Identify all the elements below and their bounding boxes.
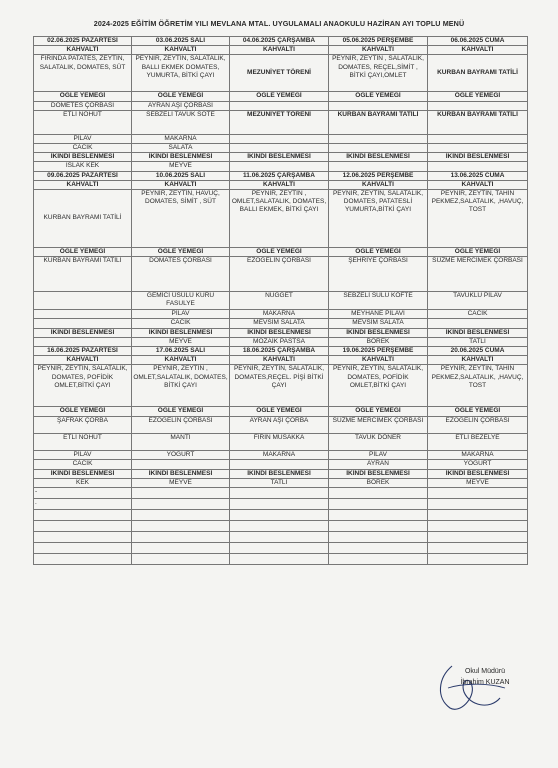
ikindi-label: İKİNDİ BESLENMESİ bbox=[34, 328, 132, 337]
ogle-label: ÖĞLE YEMEĞİ bbox=[132, 248, 230, 257]
ogle-cell: ŞEHRİYE ÇORBASI bbox=[329, 257, 428, 292]
ogle-cell: SALATA bbox=[132, 144, 230, 153]
day-header-row bbox=[34, 347, 528, 356]
ogle-cell: SEBZELİ TAVUK SOTE bbox=[132, 110, 230, 134]
empty-cell bbox=[230, 510, 329, 521]
ogle-cell: MAKARNA bbox=[230, 310, 329, 319]
ogle-cell: KURBAN BAYRAMI TATİLİ bbox=[428, 110, 528, 134]
kahvalti-label: KAHVALTI bbox=[34, 356, 132, 365]
kahvalti-label-row bbox=[34, 356, 528, 365]
ogle-cell: ETLİ NOHUT bbox=[34, 110, 132, 134]
day-header: 04.06.2025 ÇARŞAMBA bbox=[230, 37, 329, 46]
empty-cell bbox=[230, 499, 329, 510]
kahvalti-label: KAHVALTI bbox=[132, 356, 230, 365]
ikindi-label: İKİNDİ BESLENMESİ bbox=[230, 469, 329, 478]
ogle-row bbox=[34, 310, 528, 319]
kahvalti-cell: PEYNİR, ZEYTİN, SALATALIK, DOMATES, PATATESLİ YUMURTA,BİTKİ ÇAYI bbox=[329, 190, 428, 248]
kahvalti-label: KAHVALTI bbox=[132, 46, 230, 55]
ikindi-cell: BÖREK bbox=[329, 479, 428, 488]
ikindi-row bbox=[34, 337, 528, 346]
empty-cell bbox=[329, 499, 428, 510]
ogle-label: ÖĞLE YEMEĞİ bbox=[329, 248, 428, 257]
kahvalti-label: KAHVALTI bbox=[34, 46, 132, 55]
ikindi-cell: MOZAİK PASTSA bbox=[230, 337, 329, 346]
kahvalti-label: KAHVALTI bbox=[230, 180, 329, 189]
kahvalti-label-row bbox=[34, 180, 528, 189]
ikindi-cell: ISLAK KEK bbox=[34, 162, 132, 171]
ikindi-cell bbox=[34, 337, 132, 346]
ogle-cell bbox=[230, 144, 329, 153]
empty-row bbox=[34, 499, 528, 510]
ikindi-cell: MEYVE bbox=[132, 479, 230, 488]
ogle-cell: SÜZME MERCİMEK ÇORBASI bbox=[428, 257, 528, 292]
day-header: 13.06.2025 CUMA bbox=[428, 171, 528, 180]
ogle-label: ÖĞLE YEMEĞİ bbox=[230, 248, 329, 257]
empty-cell bbox=[230, 543, 329, 554]
ogle-cell: MANTI bbox=[132, 433, 230, 450]
day-header: 06.06.2025 CUMA bbox=[428, 37, 528, 46]
kahvalti-row bbox=[34, 365, 528, 407]
ogle-cell: ŞAFRAK ÇORBA bbox=[34, 416, 132, 433]
empty-cell bbox=[34, 543, 132, 554]
ogle-cell bbox=[329, 144, 428, 153]
empty-cell bbox=[329, 521, 428, 532]
ikindi-cell: MEYVE bbox=[132, 337, 230, 346]
kahvalti-label: KAHVALTI bbox=[329, 356, 428, 365]
ogle-label: ÖĞLE YEMEĞİ bbox=[329, 92, 428, 101]
kahvalti-row bbox=[34, 55, 528, 92]
ikindi-cell bbox=[230, 162, 329, 171]
ogle-label: ÖĞLE YEMEĞİ bbox=[132, 92, 230, 101]
kahvalti-label: KAHVALTI bbox=[132, 180, 230, 189]
kahvalti-label: KAHVALTI bbox=[428, 356, 528, 365]
ogle-cell bbox=[230, 459, 329, 469]
kahvalti-cell: PEYNİR, ZEYTİN , OMLET,SALATALIK, DOMATES, BİTKİ ÇAYI bbox=[132, 365, 230, 407]
ogle-cell: GEMİCİ ÜSÜLÜ KURU FASULYE bbox=[132, 292, 230, 310]
day-header: 02.06.2025 PAZARTESİ bbox=[34, 37, 132, 46]
ikindi-label: İKİNDİ BESLENMESİ bbox=[329, 153, 428, 162]
empty-row bbox=[34, 532, 528, 543]
day-header: 19.06.2025 PERŞEMBE bbox=[329, 347, 428, 356]
kahvalti-cell: PEYNİR, ZEYTİN, SALATALIK, BALLI EKMEK DOMATES, YUMURTA, BİTKİ ÇAYI bbox=[132, 55, 230, 92]
empty-cell bbox=[132, 532, 230, 543]
ogle-cell: PİLAV bbox=[34, 134, 132, 143]
ogle-cell: ETLİ NOHUT bbox=[34, 433, 132, 450]
kahvalti-cell: KURBAN BAYRAMI TATİLİ bbox=[428, 55, 528, 92]
ikindi-label-row bbox=[34, 328, 528, 337]
ogle-cell: PİLAV bbox=[132, 310, 230, 319]
kahvalti-cell: PEYNİR, ZEYTİN, TAHİN PEKMEZ,SALATALIK, ,HAVUÇ, TOST bbox=[428, 190, 528, 248]
ogle-cell: NUGGET bbox=[230, 292, 329, 310]
ogle-cell: YOĞURT bbox=[428, 459, 528, 469]
empty-cell bbox=[132, 521, 230, 532]
ikindi-cell: KEK bbox=[34, 479, 132, 488]
ogle-cell: PİLAV bbox=[329, 450, 428, 459]
empty-cell bbox=[230, 532, 329, 543]
empty-cell bbox=[132, 554, 230, 565]
ikindi-label: İKİNDİ BESLENMESİ bbox=[428, 328, 528, 337]
ikindi-label-row bbox=[34, 153, 528, 162]
kahvalti-label: KAHVALTI bbox=[329, 46, 428, 55]
empty-cell bbox=[34, 510, 132, 521]
ogle-cell: CACIK bbox=[132, 319, 230, 328]
ikindi-label: İKİNDİ BESLENMESİ bbox=[329, 328, 428, 337]
empty-cell: - bbox=[34, 488, 132, 499]
empty-cell bbox=[428, 554, 528, 565]
ogle-label: ÖĞLE YEMEĞİ bbox=[428, 248, 528, 257]
ogle-cell bbox=[428, 319, 528, 328]
kahvalti-label: KAHVALTI bbox=[428, 46, 528, 55]
ikindi-label: İKİNDİ BESLENMESİ bbox=[34, 153, 132, 162]
ikindi-cell: MEYVE bbox=[132, 162, 230, 171]
day-header: 12.06.2025 PERŞEMBE bbox=[329, 171, 428, 180]
kahvalti-cell: PEYNİR, ZEYTİN , SALATALIK, DOMATES, REÇEL,SİMİT , BİTKİ ÇAYI,OMLET bbox=[329, 55, 428, 92]
ogle-cell bbox=[34, 310, 132, 319]
ogle-cell: CACIK bbox=[34, 459, 132, 469]
ikindi-cell: BÖREK bbox=[329, 337, 428, 346]
ogle-label-row bbox=[34, 407, 528, 416]
kahvalti-cell: PEYNİR, ZEYTİN , OMLET,SALATALIK, DOMATES, BALLI EKMEK, BİTKİ ÇAYI bbox=[230, 190, 329, 248]
ogle-row bbox=[34, 416, 528, 433]
ogle-row bbox=[34, 292, 528, 310]
kahvalti-label: KAHVALTI bbox=[230, 46, 329, 55]
ogle-label: ÖĞLE YEMEĞİ bbox=[132, 407, 230, 416]
ogle-cell: MAKARNA bbox=[230, 450, 329, 459]
ogle-cell: MAKARNA bbox=[132, 134, 230, 143]
day-header: 03.06.2025 SALI bbox=[132, 37, 230, 46]
empty-cell bbox=[132, 488, 230, 499]
ogle-cell: EZOGELİN ÇORBASI bbox=[428, 416, 528, 433]
kahvalti-cell: PEYNİR, ZEYTİN, TAHİN PEKMEZ,SALATALIK, ,HAVUÇ, TOST bbox=[428, 365, 528, 407]
empty-cell bbox=[428, 510, 528, 521]
ikindi-label: İKİNDİ BESLENMESİ bbox=[132, 469, 230, 478]
ogle-cell: SÜZME MERCİMEK ÇORBASI bbox=[329, 416, 428, 433]
signature-name: İbrahim KUZAN bbox=[460, 679, 510, 686]
empty-cell bbox=[428, 521, 528, 532]
day-header-row bbox=[34, 37, 528, 46]
kahvalti-cell: PEYNİR, ZEYTİN, SALATALIK, DOMATES, POFİDİK OMLET,BİTKİ ÇAYI bbox=[34, 365, 132, 407]
ogle-label: ÖĞLE YEMEĞİ bbox=[230, 92, 329, 101]
day-header: 20.06.2025 CUMA bbox=[428, 347, 528, 356]
empty-row bbox=[34, 554, 528, 565]
ogle-cell: MAKARNA bbox=[428, 450, 528, 459]
day-header: 17.06.2025 SALI bbox=[132, 347, 230, 356]
ikindi-cell: MEYVE bbox=[428, 479, 528, 488]
ogle-cell: AYRAN bbox=[329, 459, 428, 469]
ogle-label: ÖĞLE YEMEĞİ bbox=[428, 407, 528, 416]
empty-row bbox=[34, 488, 528, 499]
empty-cell bbox=[34, 554, 132, 565]
ogle-cell: YOĞURT bbox=[132, 450, 230, 459]
ikindi-label: İKİNDİ BESLENMESİ bbox=[132, 328, 230, 337]
empty-cell bbox=[230, 521, 329, 532]
empty-cell bbox=[428, 488, 528, 499]
kahvalti-cell: FIRINDA PATATES, ZEYTİN, SALATALIK, DOMATES, SÜT bbox=[34, 55, 132, 92]
ogle-row bbox=[34, 450, 528, 459]
empty-cell bbox=[428, 543, 528, 554]
ogle-row bbox=[34, 433, 528, 450]
ikindi-row bbox=[34, 162, 528, 171]
ogle-row bbox=[34, 257, 528, 292]
ogle-cell: TAVUK DÖNER bbox=[329, 433, 428, 450]
ikindi-label: İKİNDİ BESLENMESİ bbox=[230, 153, 329, 162]
ogle-cell bbox=[230, 101, 329, 110]
ogle-label: ÖĞLE YEMEĞİ bbox=[329, 407, 428, 416]
ikindi-cell bbox=[329, 162, 428, 171]
kahvalti-label-row bbox=[34, 46, 528, 55]
ikindi-label: İKİNDİ BESLENMESİ bbox=[34, 469, 132, 478]
empty-cell bbox=[132, 499, 230, 510]
ogle-cell: DOMETES ÇORBASI bbox=[34, 101, 132, 110]
ogle-cell bbox=[34, 319, 132, 328]
ogle-cell: CACIK bbox=[428, 310, 528, 319]
ikindi-cell: TATLI bbox=[230, 479, 329, 488]
ikindi-label: İKİNDİ BESLENMESİ bbox=[428, 469, 528, 478]
kahvalti-cell: PEYNİR, ZEYTİN, SALATALIK, DOMATES, POFİDİK OMLET,BİTKİ ÇAYI bbox=[329, 365, 428, 407]
ogle-cell bbox=[329, 134, 428, 143]
ogle-cell bbox=[329, 101, 428, 110]
kahvalti-label: KAHVALTI bbox=[428, 180, 528, 189]
ogle-cell: KURBAN BAYRAMI TATİLİ bbox=[34, 257, 132, 292]
empty-row bbox=[34, 543, 528, 554]
ogle-cell: AYRAN AŞI ÇORBASI bbox=[132, 101, 230, 110]
empty-cell bbox=[329, 543, 428, 554]
empty-cell bbox=[329, 488, 428, 499]
ogle-cell: ETLİ BEZELYE bbox=[428, 433, 528, 450]
ikindi-cell bbox=[428, 162, 528, 171]
kahvalti-cell: KURBAN BAYRAMI TATİLİ bbox=[34, 190, 132, 248]
ikindi-cell: TATLI bbox=[428, 337, 528, 346]
day-header: 05.06.2025 PERŞEMBE bbox=[329, 37, 428, 46]
empty-cell bbox=[132, 510, 230, 521]
ikindi-label: İKİNDİ BESLENMESİ bbox=[329, 469, 428, 478]
kahvalti-label: KAHVALTI bbox=[329, 180, 428, 189]
ikindi-label: İKİNDİ BESLENMESİ bbox=[230, 328, 329, 337]
ogle-cell bbox=[34, 292, 132, 310]
ogle-cell bbox=[230, 134, 329, 143]
ogle-cell: MEVSİM SALATA bbox=[329, 319, 428, 328]
ogle-cell bbox=[428, 101, 528, 110]
ogle-cell: TAVUKLU PİLAV bbox=[428, 292, 528, 310]
signature-block bbox=[440, 666, 530, 688]
ogle-row bbox=[34, 319, 528, 328]
ogle-label: ÖĞLE YEMEĞİ bbox=[34, 248, 132, 257]
ikindi-label: İKİNDİ BESLENMESİ bbox=[428, 153, 528, 162]
ogle-cell: MEVSİM SALATA bbox=[230, 319, 329, 328]
kahvalti-label: KAHVALTI bbox=[230, 356, 329, 365]
empty-row bbox=[34, 521, 528, 532]
ogle-row bbox=[34, 101, 528, 110]
ogle-label-row bbox=[34, 248, 528, 257]
menu-table bbox=[33, 36, 528, 565]
ogle-cell: EZOGELİN ÇORBASI bbox=[132, 416, 230, 433]
ogle-row bbox=[34, 144, 528, 153]
day-header-row bbox=[34, 171, 528, 180]
kahvalti-row bbox=[34, 190, 528, 248]
ogle-row bbox=[34, 459, 528, 469]
kahvalti-label: KAHVALTI bbox=[34, 180, 132, 189]
empty-cell bbox=[428, 499, 528, 510]
kahvalti-cell: PEYNİR, ZEYTİN, SALATALIK, DOMATES,REÇEL. PİŞİ BİTKİ ÇAYI bbox=[230, 365, 329, 407]
ogle-cell: FIRIN MUSAKKA bbox=[230, 433, 329, 450]
empty-cell bbox=[329, 510, 428, 521]
ogle-cell: MEZUNİYET TÖRENİ bbox=[230, 110, 329, 134]
ogle-cell: MEYHANE PİLAVI bbox=[329, 310, 428, 319]
empty-cell bbox=[230, 554, 329, 565]
empty-cell bbox=[329, 554, 428, 565]
ikindi-row bbox=[34, 479, 528, 488]
ogle-label: ÖĞLE YEMEĞİ bbox=[34, 407, 132, 416]
ogle-cell bbox=[132, 459, 230, 469]
ogle-cell: PİLAV bbox=[34, 450, 132, 459]
ikindi-label: İKİNDİ BESLENMESİ bbox=[132, 153, 230, 162]
ogle-cell: EZOGELİN ÇORBASI bbox=[230, 257, 329, 292]
empty-cell bbox=[230, 488, 329, 499]
empty-cell bbox=[329, 532, 428, 543]
ogle-cell: KURBAN BAYRAMI TATİLİ bbox=[329, 110, 428, 134]
ogle-cell: AYRAN AŞI ÇORBA bbox=[230, 416, 329, 433]
kahvalti-cell: MEZUNİYET TÖRENİ bbox=[230, 55, 329, 92]
signature-role: Okul Müdürü bbox=[464, 668, 506, 675]
page-title: 2024-2025 EĞİTİM ÖĞRETİM YILI MEVLANA MTAL. UYGULAMALI ANAOKULU HAZİRAN AYI TOPLU MENÜ bbox=[93, 19, 465, 28]
ogle-cell: SEBZELİ SULU KÖFTE bbox=[329, 292, 428, 310]
ogle-cell bbox=[428, 134, 528, 143]
empty-cell bbox=[428, 532, 528, 543]
ogle-cell: CACIK bbox=[34, 144, 132, 153]
day-header: 16.06.2025 PAZARTESİ bbox=[34, 347, 132, 356]
ogle-label: ÖĞLE YEMEĞİ bbox=[34, 92, 132, 101]
ogle-cell: DOMATES ÇORBASI bbox=[132, 257, 230, 292]
kahvalti-cell: PEYNİR, ZEYTİN, HAVUÇ, DOMATES, SİMİT , SÜT bbox=[132, 190, 230, 248]
day-header: 10.06.2025 SALI bbox=[132, 171, 230, 180]
day-header: 09.06.2025 PAZARTESİ bbox=[34, 171, 132, 180]
ikindi-label-row bbox=[34, 469, 528, 478]
ogle-row bbox=[34, 110, 528, 134]
empty-cell bbox=[132, 543, 230, 554]
empty-row bbox=[34, 510, 528, 521]
day-header: 11.06.2025 ÇARŞAMBA bbox=[230, 171, 329, 180]
ogle-label: ÖĞLE YEMEĞİ bbox=[230, 407, 329, 416]
empty-cell: . bbox=[34, 499, 132, 510]
ogle-label: ÖĞLE YEMEĞİ bbox=[428, 92, 528, 101]
ogle-label-row bbox=[34, 92, 528, 101]
empty-cell bbox=[34, 521, 132, 532]
empty-cell bbox=[34, 532, 132, 543]
ogle-row bbox=[34, 134, 528, 143]
ogle-cell bbox=[428, 144, 528, 153]
day-header: 18.06.2025 ÇARŞAMBA bbox=[230, 347, 329, 356]
